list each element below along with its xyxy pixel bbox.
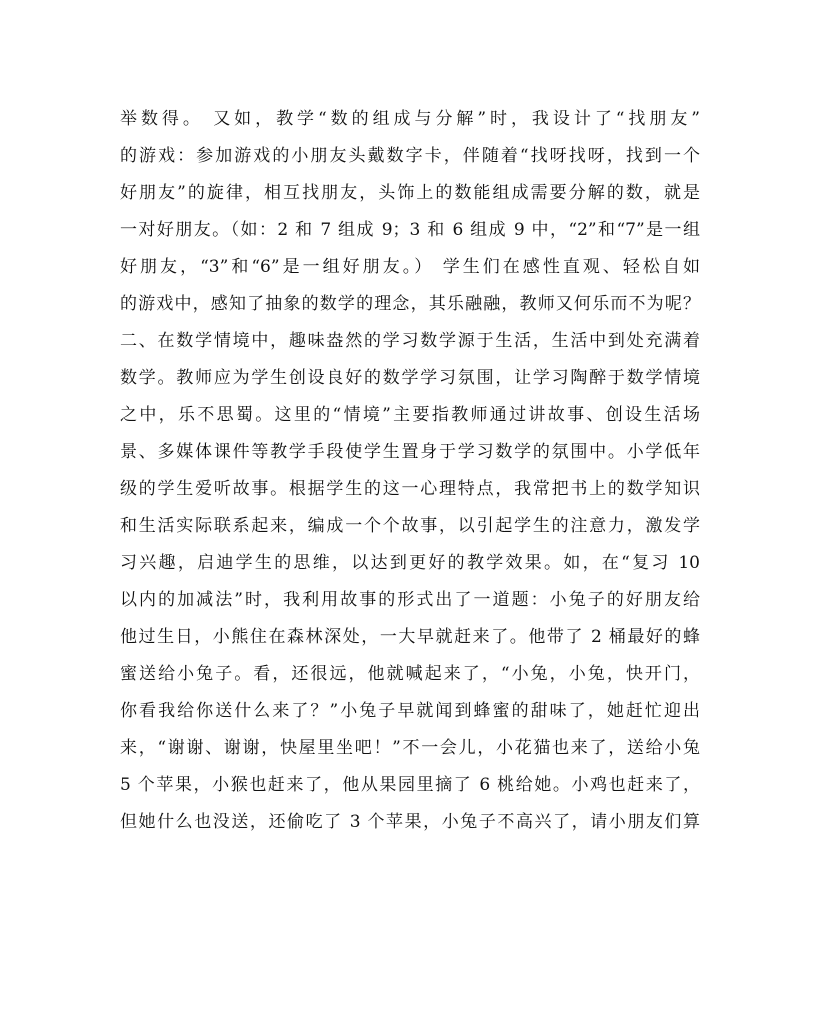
text-line: 习兴趣，启迪学生的思维，以达到更好的教学效果。如，在“复习 10 xyxy=(120,553,700,573)
text-line: 蜜送给小兔子。看，还很远，他就喊起来了，“小兔，小兔，快开门， xyxy=(120,664,700,684)
text-line: 5 个苹果，小猴也赶来了，他从果园里摘了 6 桃给她。小鸡也赶来了， xyxy=(120,775,700,795)
text-line: 的游戏：参加游戏的小朋友头戴数字卡，伴随着“找呀找呀，找到一个 xyxy=(120,146,700,166)
text-line: 但她什么也没送，还偷吃了 3 个苹果，小兔子不高兴了，请小朋友们算 xyxy=(120,812,700,832)
text-line: 景、多媒体课件等教学手段使学生置身于学习数学的氛围中。小学低年 xyxy=(120,442,700,462)
text-line: 他过生日，小熊住在森林深处，一大早就赶来了。他带了 2 桶最好的蜂 xyxy=(120,627,700,647)
text-line: 好朋友，“3”和“6”是一组好朋友。） 学生们在感性直观、轻松自如 xyxy=(120,257,700,277)
body-text xyxy=(120,101,700,841)
text-line: 好朋友”的旋律，相互找朋友，头饰上的数能组成需要分解的数，就是 xyxy=(120,183,700,203)
text-line: 和生活实际联系起来，编成一个个故事，以引起学生的注意力，激发学 xyxy=(120,516,700,536)
text-line: 二、在数学情境中，趣味盎然的学习数学源于生活，生活中到处充满着 xyxy=(120,331,700,351)
text-line: 之中，乐不思蜀。这里的“情境”主要指教师通过讲故事、创设生活场 xyxy=(120,405,700,425)
text-line: 级的学生爱听故事。根据学生的这一心理特点，我常把书上的数学知识 xyxy=(120,479,700,499)
text-line: 你看我给你送什么来了？”小兔子早就闻到蜂蜜的甜味了，她赶忙迎出 xyxy=(120,701,700,721)
text-line: 一对好朋友。（如：2 和 7 组成 9；3 和 6 组成 9 中，“2”和“7”是一组 xyxy=(120,220,700,240)
text-line: 的游戏中，感知了抽象的数学的理念，其乐融融，教师又何乐而不为呢？ xyxy=(120,294,700,314)
text-line: 来，“谢谢、谢谢，快屋里坐吧！”不一会儿，小花猫也来了，送给小兔 xyxy=(120,738,700,758)
text-line: 举数得。 又如，教学“数的组成与分解”时，我设计了“找朋友” xyxy=(120,109,700,129)
text-line: 以内的加减法”时，我利用故事的形式出了一道题：小兔子的好朋友给 xyxy=(120,590,700,610)
text-line: 数学。教师应为学生创设良好的数学学习氛围，让学习陶醉于数学情境 xyxy=(120,368,700,388)
